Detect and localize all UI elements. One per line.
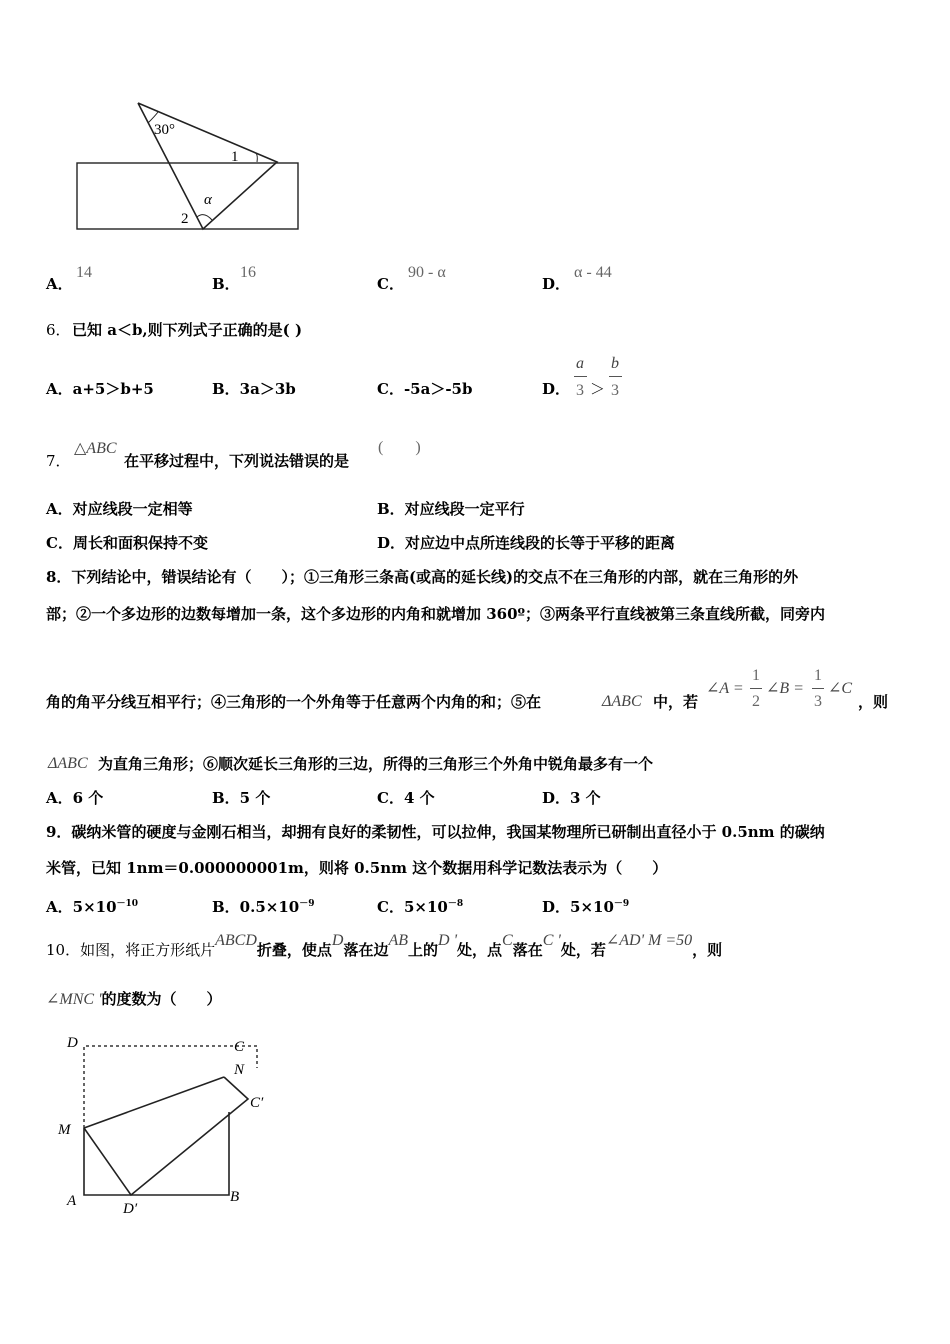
- q9-option-c: C．$5\times 10^{-8}$: [377, 898, 464, 916]
- q8-option-c: C．4 个: [377, 789, 435, 807]
- q9-line-1: 9．碳纳米管的硬度与金刚石相当，却拥有良好的柔韧性，可以拉伸，我国某物理所已研制出直径小于 0.5nm 的碳纳: [46, 823, 825, 841]
- angle-1-label: 1: [231, 149, 239, 165]
- q8-third-den: 3: [814, 693, 822, 710]
- q7-number: 7．: [46, 452, 71, 470]
- q8-eq-a: ∠A =: [706, 680, 744, 697]
- point-n-label: N: [234, 1062, 245, 1078]
- q8-half-num: 1: [752, 667, 760, 684]
- dotted-original-edges: [84, 1046, 257, 1128]
- angle-arc-alpha: [197, 215, 212, 220]
- q8-third-bar: [812, 688, 824, 689]
- q5-option-a-value: 14: [76, 264, 92, 281]
- angle-arc-1: [256, 153, 257, 162]
- q8-eq-c: ∠C: [828, 680, 853, 697]
- triangle-ruler-figure: [70, 96, 310, 236]
- q10-line-2: ∠MNC '的度数为（ ）: [46, 990, 222, 1008]
- q6-greater-sign: ＞: [590, 380, 606, 398]
- point-a-label: A: [67, 1193, 77, 1209]
- q6-fraction-b-den: 3: [611, 382, 619, 399]
- q8-triangle-2: ΔABC: [48, 755, 88, 772]
- alpha-label: α: [204, 192, 212, 208]
- point-c-label: C: [234, 1039, 245, 1055]
- q7-paren: ( ): [378, 439, 421, 456]
- q7-option-a: A．对应线段一定相等: [46, 500, 193, 518]
- q5-option-c-label: C．: [377, 275, 404, 293]
- q6-fraction-bar-a: [574, 376, 587, 377]
- q8-option-b: B．5 个: [212, 789, 271, 807]
- q7-option-b: B．对应线段一定平行: [377, 500, 525, 518]
- q7-triangle: △ABC: [74, 440, 117, 457]
- q6-option-a: A．a+5＞b+5: [46, 380, 154, 398]
- angle-2-label: 2: [181, 211, 189, 227]
- q6-fraction-a-den: 3: [576, 382, 584, 399]
- q7-option-d: D．对应边中点所连线段的长等于平移的距离: [377, 534, 676, 552]
- q8-line-1: 8．下列结论中，错误结论有（ ）；①三角形三条高(或高的延长线)的交点不在三角形的内部，就在三角形的外: [46, 568, 799, 586]
- angle-30-label: 30°: [154, 122, 175, 138]
- folded-part: [84, 1077, 248, 1195]
- q7-stem: 在平移过程中，下列说法错误的是: [124, 452, 350, 470]
- remaining-square-edges: [84, 1112, 229, 1195]
- q8-option-d: D．3 个: [542, 789, 601, 807]
- q5-option-a-label: A．: [46, 275, 73, 293]
- q8-line-3b: 中，若: [653, 693, 699, 711]
- q6-number: 6．: [46, 321, 71, 339]
- folded-square-figure: [50, 1025, 290, 1225]
- point-b-label: B: [230, 1189, 240, 1205]
- q8-eq-b: ∠B =: [766, 680, 804, 697]
- q5-option-d-value: α - 44: [574, 264, 612, 281]
- q8-half-den: 2: [752, 693, 760, 710]
- q6-stem: 已知 a＜b,则下列式子正确的是( ): [72, 321, 303, 339]
- q6-option-c: C．-5a＞-5b: [377, 380, 473, 398]
- q5-option-d-label: D．: [542, 275, 571, 293]
- q6-fraction-bar-b: [609, 376, 622, 377]
- q8-then: ，则: [858, 693, 889, 711]
- q5-option-c-value: 90 - α: [408, 264, 446, 281]
- q6-fraction-a-num: a: [576, 355, 584, 372]
- q9-option-a: A．$5\times 10^{-10}$: [46, 898, 139, 916]
- q7-option-c: C．周长和面积保持不变: [46, 534, 208, 552]
- q8-line-2: 部；②一个多边形的边数每增加一条，这个多边形的内角和就增加 360º；③两条平行直线被第三条直线所截，同旁内: [46, 605, 826, 623]
- q8-option-a: A．6 个: [46, 789, 104, 807]
- point-d-label: D: [67, 1035, 78, 1051]
- fold-line-mn: [84, 1077, 224, 1128]
- point-cp-label: C′: [250, 1095, 264, 1111]
- q8-half-bar: [750, 688, 762, 689]
- point-dp-label: D′: [123, 1201, 138, 1217]
- q6-option-b: B．3a＞3b: [212, 380, 296, 398]
- point-m-label: M: [58, 1122, 71, 1138]
- q5-option-b-value: 16: [240, 264, 256, 281]
- q8-line-4: 为直角三角形；⑥顺次延长三角形的三边，所得的三角形三个外角中锐角最多有一个: [98, 755, 654, 773]
- q8-line-3a: 角的角平分线互相平行；④三角形的一个外角等于任意两个内角的和；⑤在: [46, 693, 542, 711]
- q9-option-b: B．$0.5\times 10^{-9}$: [212, 898, 315, 916]
- q9-line-2: 米管，已知 1nm＝0.000000001m，则将 0.5nm 这个数据用科学记数法表示为（ ）: [46, 859, 668, 877]
- q6-fraction-b-num: b: [611, 355, 619, 372]
- q8-third-num: 1: [814, 667, 822, 684]
- q6-option-d-label: D．: [542, 380, 571, 398]
- q9-option-d: D．$5\times 10^{-9}$: [542, 898, 630, 916]
- q5-option-b-label: B．: [212, 275, 240, 293]
- q8-triangle: ΔABC: [602, 693, 642, 710]
- q10-line-1: 10．如图，将正方形纸片ABCD折叠，使点D落在边AB上的D '处，点C落在C '处，若∠AD' M =50，则: [46, 932, 723, 959]
